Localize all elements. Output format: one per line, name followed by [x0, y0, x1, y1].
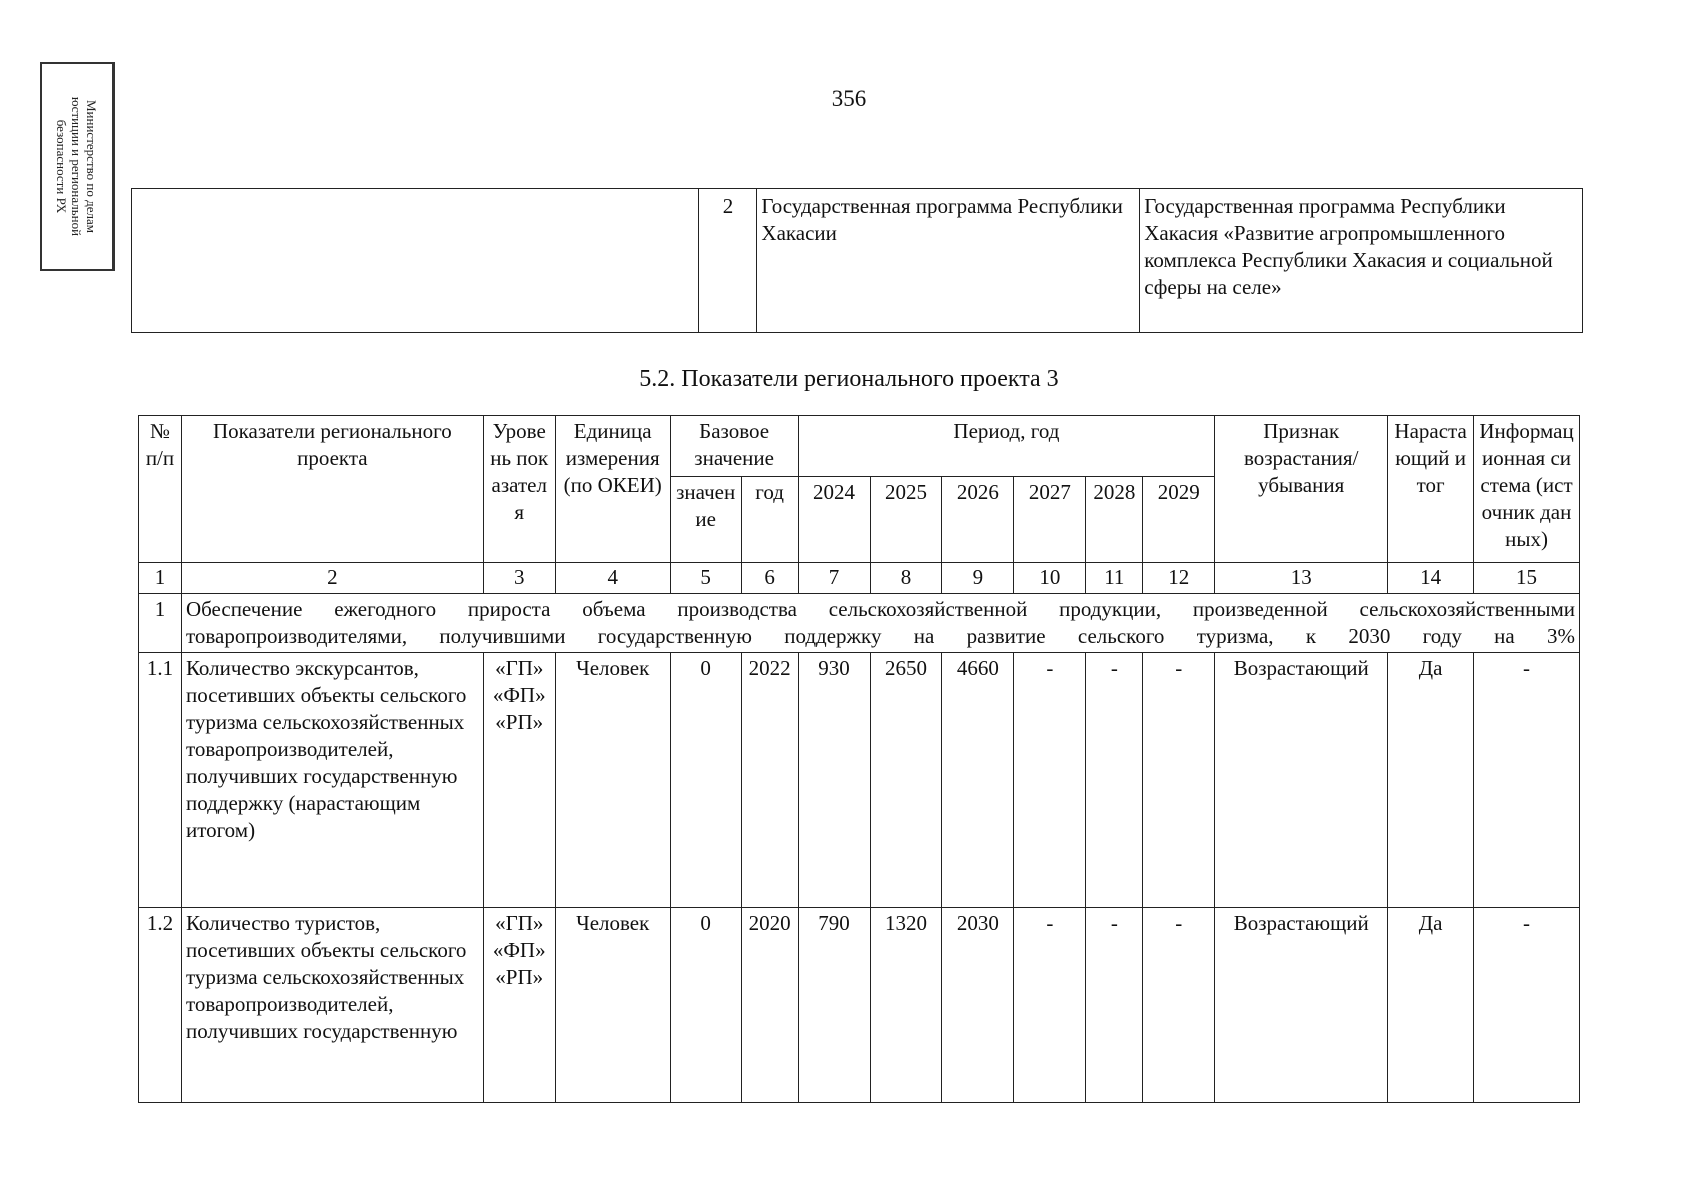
row-value: 2030	[942, 908, 1014, 1103]
header-year: 2025	[870, 477, 942, 563]
row-base-year: 2020	[741, 908, 798, 1103]
row-info: -	[1474, 908, 1580, 1103]
header-year: 2029	[1143, 477, 1215, 563]
column-number: 10	[1014, 563, 1086, 594]
header-year: 2024	[798, 477, 870, 563]
program-empty-cell	[132, 189, 699, 333]
row-value: 2650	[870, 653, 942, 908]
program-type: Государственная программа Республики Хакасии	[757, 189, 1140, 333]
row-unit: Человек	[555, 908, 670, 1103]
header-base-value: значение	[670, 477, 741, 563]
row-cumulative: Да	[1388, 653, 1474, 908]
header-info: Информационная система (источник данных)	[1474, 416, 1580, 563]
column-number: 8	[870, 563, 942, 594]
row-num: 1.1	[139, 653, 182, 908]
header-trend: Признак возрастания/ убывания	[1215, 416, 1388, 563]
column-number: 13	[1215, 563, 1388, 594]
row-trend: Возрастающий	[1215, 908, 1388, 1103]
header-cumulative: Нарастающий итог	[1388, 416, 1474, 563]
indicators-table	[138, 415, 1580, 1103]
header-base: Базовое значение	[670, 416, 798, 477]
header-year: 2026	[942, 477, 1014, 563]
column-number: 14	[1388, 563, 1474, 594]
program-name: Государственная программа Республики Хакасия «Развитие агропромышленного комплекса Республики Хакасия и социальной сферы на селе»	[1140, 189, 1583, 333]
row-value: 4660	[942, 653, 1014, 908]
column-number: 1	[139, 563, 182, 594]
goal-num: 1	[139, 594, 182, 653]
row-info: -	[1474, 653, 1580, 908]
column-numbers-row	[139, 563, 1580, 594]
row-unit: Человек	[555, 653, 670, 908]
row-level: «ГП» «ФП» «РП»	[483, 908, 555, 1103]
row-value: 930	[798, 653, 870, 908]
row-indicator-name: Количество экскурсантов, посетивших объекты сельского туризма сельскохозяйственных товаропроизводителей, получивших государственную поддержку (нарастающим итогом)	[181, 653, 483, 908]
goal-text: Обеспечение ежегодного прироста объема производства сельскохозяйственной продукции, произведенной сельскохозяйственными товаропроизводителями, получившими государственную поддержку на развитие сельского туризма, к 2030 году на 3%	[181, 594, 1579, 653]
header-unit: Единица измерения (по ОКЕИ)	[555, 416, 670, 563]
header-level: Уровень показателя	[483, 416, 555, 563]
row-value: -	[1014, 653, 1086, 908]
row-level: «ГП» «ФП» «РП»	[483, 653, 555, 908]
column-number: 15	[1474, 563, 1580, 594]
row-base-value: 0	[670, 908, 741, 1103]
row-num: 1.2	[139, 908, 182, 1103]
row-value: -	[1086, 653, 1143, 908]
header-indicator: Показатели регионального проекта	[181, 416, 483, 563]
table-row	[139, 653, 1580, 908]
row-value: -	[1086, 908, 1143, 1103]
column-number: 12	[1143, 563, 1215, 594]
header-year: 2028	[1086, 477, 1143, 563]
section-title: 5.2. Показатели регионального проекта 3	[639, 366, 1059, 392]
header-num: № п/п	[139, 416, 182, 563]
row-base-year: 2022	[741, 653, 798, 908]
row-cumulative: Да	[1388, 908, 1474, 1103]
row-value: 1320	[870, 908, 942, 1103]
column-number: 11	[1086, 563, 1143, 594]
program-table	[131, 188, 1583, 333]
column-number: 2	[181, 563, 483, 594]
header-base-year: год	[741, 477, 798, 563]
row-base-value: 0	[670, 653, 741, 908]
column-number: 5	[670, 563, 741, 594]
row-value: 790	[798, 908, 870, 1103]
header-period: Период, год	[798, 416, 1215, 477]
column-number: 6	[741, 563, 798, 594]
row-indicator-name: Количество туристов, посетивших объекты сельского туризма сельскохозяйственных товаропроизводителей, получивших государственную	[181, 908, 483, 1103]
stamp-text: Министерство по делам юстиции и региональной безопасности РХ	[54, 96, 100, 237]
row-trend: Возрастающий	[1215, 653, 1388, 908]
column-number: 3	[483, 563, 555, 594]
header-year: 2027	[1014, 477, 1086, 563]
row-value: -	[1014, 908, 1086, 1103]
column-number: 4	[555, 563, 670, 594]
goal-row	[139, 594, 1580, 653]
row-value: -	[1143, 653, 1215, 908]
row-value: -	[1143, 908, 1215, 1103]
program-number: 2	[699, 189, 757, 333]
column-number: 9	[942, 563, 1014, 594]
page-number: 356	[831, 86, 867, 111]
table-row	[139, 908, 1580, 1103]
column-number: 7	[798, 563, 870, 594]
